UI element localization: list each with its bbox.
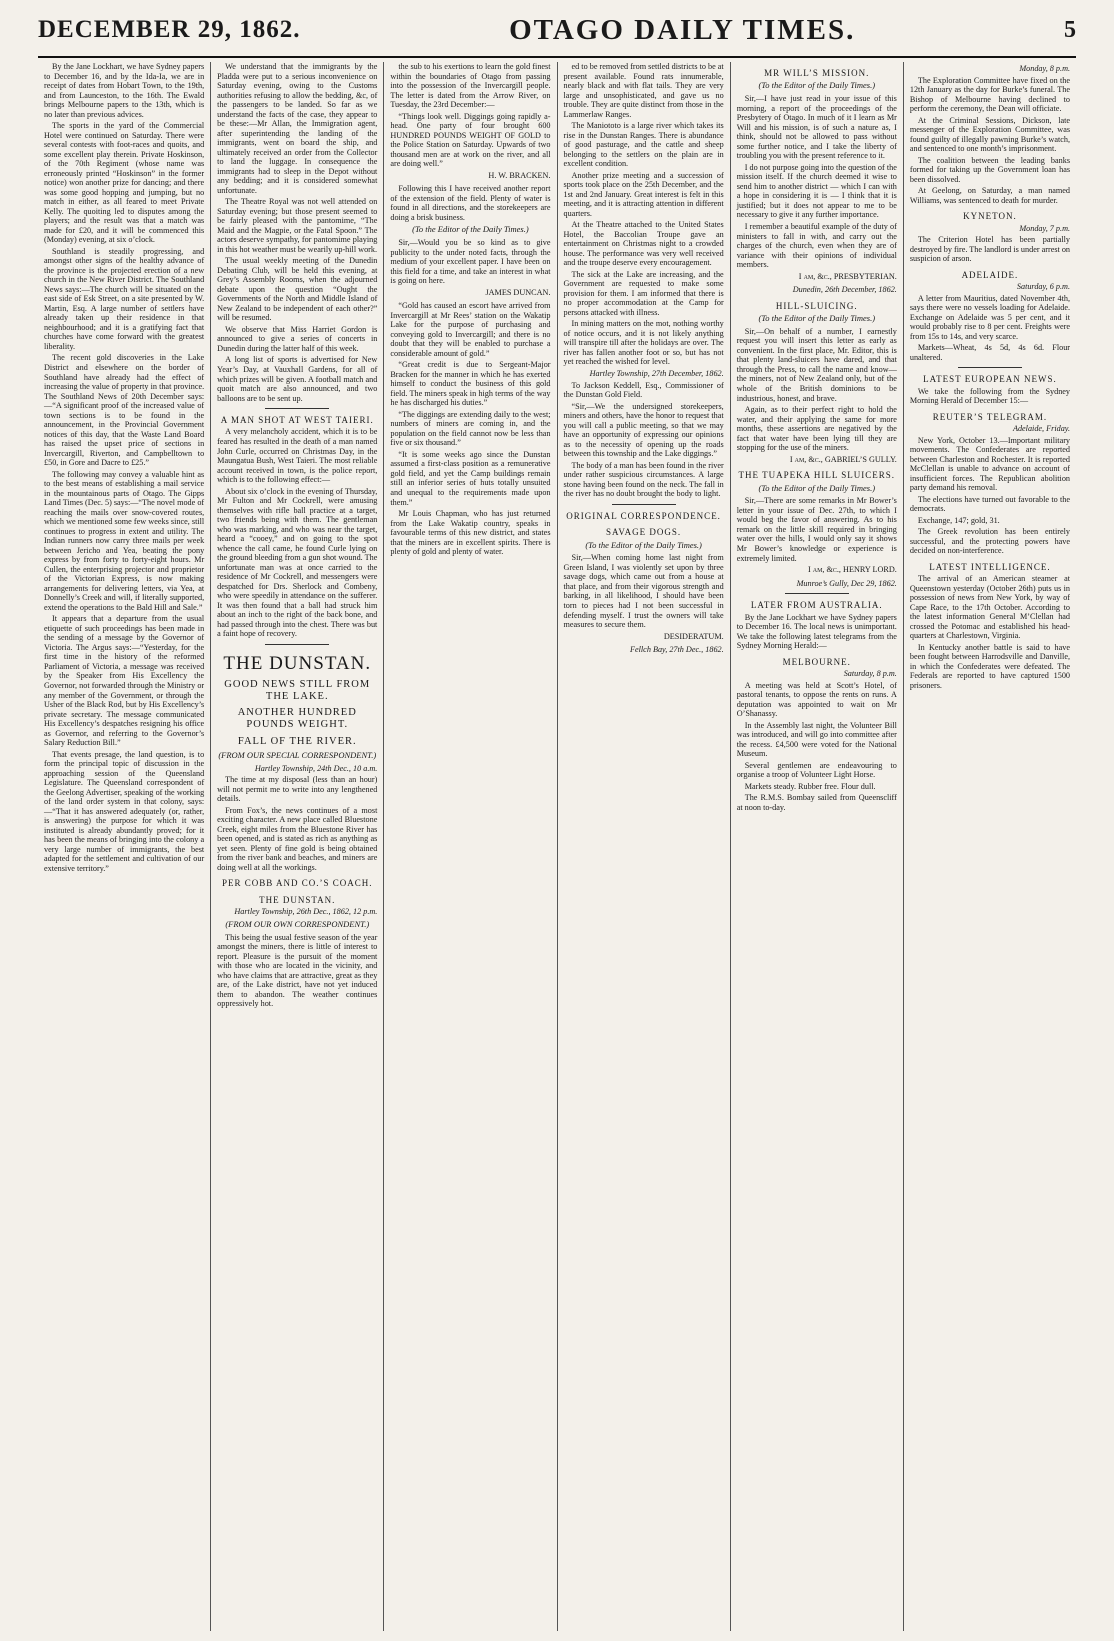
paragraph: By the Jane Lockhart, we have Sydney papers to December 16, and by the Ida-Ia, we are in receipt of dates from Hobart Town, to the 19th, and from Launceston, to the 16th. The Ewald brings Melbourne papers to the 13th, which is no later than previous advices. — [44, 62, 205, 119]
columns — [38, 62, 1076, 1631]
dateline: Fellch Bay, 27th Dec., 1862. — [630, 645, 724, 655]
headline-savage-dogs: SAVAGE DOGS. — [606, 527, 682, 538]
dateline: Hartley Township, 24th Dec., 10 a.m. — [254, 763, 378, 773]
headline-original-correspondence: ORIGINAL CORRESPONDENCE. — [566, 510, 721, 521]
subheadline-good-news: GOOD NEWS STILL FROM THE LAKE. — [224, 678, 371, 703]
correspondent-credit: (FROM OUR SPECIAL CORRESPONDENT.) — [218, 749, 377, 760]
headline-dunstan: THE DUNSTAN. — [223, 652, 372, 674]
masthead — [38, 4, 1076, 58]
paragraph: At Geelong, on Saturday, a man named Williams, was sentenced to death for murder. — [909, 186, 1071, 205]
paragraph: The usual weekly meeting of the Dunedin Debating Club, will be held this evening, at Grey’s Assembly Rooms, when the adjourned debate upon the question “Ought the Governments of the North and Middle Island of New Zealand to be independent of each other?” will be resumed. — [217, 256, 378, 323]
paragraph: That events presage, the land question, is to form the principal topic of discussion in the approaching session of the Queensland Legislature. The Queensland correspondent of the Geelong Advertiser, speaking of the working of the land order system in that colony, says:—“That it has answered adequately (or, rather, is answering) the purpose for which it was instituted is already abundantly proved; for it has been the means of bringing into the colony a very large number of immigrants, the best adapted for the settlement and cultivation of our extensive territory.” — [44, 749, 205, 873]
paragraph: A very melancholy accident, which it is to be feared has resulted in the death of a man named John Curle, occurred on Christmas Day, in the Maungatua Bush, West Taieri. The most reliable account received in town, is the police report, which is to the following effect:— — [217, 427, 378, 485]
column-3 — [383, 62, 556, 1631]
headline-mr-wills-mission: MR WILL’S MISSION. — [764, 68, 870, 78]
paragraph: The coalition between the leading banks formed for taking up the Government loan has been dissolved. — [909, 155, 1071, 184]
correspondent-credit: (FROM OUR OWN CORRESPONDENT.) — [225, 918, 370, 929]
paragraph: At the Theatre attached to the United States Hotel, the Baccolian Troupe gave an entertainment on Christmas night to a crowded house. The performance was very well received and the troupe deserve every encouragement. — [563, 220, 724, 268]
paragraph: Sir,—There are some remarks in Mr Bower’s letter in your issue of Dec. 27th, to which I would beg the favor of answering. As to his remark on the little skill required in bringing water over the hills, I would only say it shows Mr Bower’s knowledge or experience is extremely limited. — [736, 496, 897, 563]
column-4 — [557, 62, 730, 1631]
page-number: 5 — [1063, 16, 1076, 43]
headline-reuters: REUTER’S TELEGRAM. — [932, 411, 1048, 422]
editor-line: (To the Editor of the Daily Times.) — [758, 80, 876, 91]
paragraph: We understand that the immigrants by the Pladda were put to a serious inconvenience on Saturday evening, owing to the Customs authorities refusing to allow the bedding, &c, of the passengers to be landed. So far as we understand the facts of the case, they appear to be these:—Mr Allan, the Immigration agent, after superintending the landing of the immigrants, went on board the ship, and ultimately received an order from the Collector to land the luggage. In consequence the immigrants had to sleep in the Depot without any bedding; and it is considered somewhat unfortunate. — [217, 62, 378, 195]
paragraph: At the Criminal Sessions, Dickson, late messenger of the Exploration Committee, was found guilty of illegally pawning Burke’s watch, and sentenced to one month’s imprisonment. — [909, 115, 1071, 154]
paragraph: The Criterion Hotel has been partially destroyed by fire. The landlord is under arrest on suspicion of arson. — [909, 235, 1071, 264]
paragraph: Sir,—On behalf of a number, I earnestly request you will insert this letter as early as convenient. In the first place, Mr. Editor, this is that plenty land-sluicers have dared, and that through the Press, to call the name and know—the miners, not of New Zealand only, but of the whole of the British dominions to be industrious, honest, and brave. — [736, 326, 897, 403]
headline-melbourne: MELBOURNE. — [782, 656, 851, 667]
divider — [612, 504, 676, 505]
paragraph: Mr Louis Chapman, who has just returned from the Lake Wakatip country, speaks in favourable terms of this new district, and states that the miners are in excellent spirits. There is plenty of gold and plenty of water. — [390, 509, 551, 557]
paragraph: A letter from Mauritius, dated November 4th, says there were no vessels loading for Adelaide. Exchange on Adelaide was 5 per cent, and it would probably rise to 8 per cent. Freights were from 15s to 14s, and very scarce. — [909, 293, 1071, 341]
dateline: Dunedin, 26th December, 1862. — [792, 285, 897, 295]
paragraph: About six o’clock in the evening of Thursday, Mr Fulton and Mr Cockrell, were amusing themselves with rifle ball practice at a target, two friends being with them. The gentleman who was marking, and who was near the target, heard a “cooey,” and on going to the spot whence the call came, he found Curle lying on the ground bleeding from a gun shot wound. The unfortunate man was at once carried to the residence of Mr Cockrell, and messengers were despatched for Drs. Sherlock and Combeny, who were speedily in attendance on the sufferer. It was then found that a ball had struck him about an inch to the right of the back bone, and had passed through into the chest. There was but a faint hope of recovery. — [217, 486, 378, 639]
paragraph: We observe that Miss Harriet Gordon is announced to give a series of concerts in Dunedin during the latter half of this week. — [217, 324, 378, 353]
headline-latest-intelligence: LATEST INTELLIGENCE. — [929, 561, 1051, 572]
signature: I am, &c., PRESBYTERIAN. — [798, 271, 897, 281]
signature: DESIDERATUM. — [663, 631, 724, 641]
paragraph: The recent gold discoveries in the Lake District and elsewhere on the border of Southland have already had the effect of increasing the value of property in that province. The Southland News of 20th December says:—“A significant proof of the increased value of town sections is to be found in the announcement, in the Provincial Government notices of this day, that the Waste Land Board has raised the upset price of sections in Invercargill, Riverton, and Campbelltown to £50, in Gore and Dacre to £25.” — [44, 353, 205, 468]
column-6 — [903, 62, 1076, 1631]
paragraph: The Greek revolution has been entirely successful, and the protecting powers have decided on non-interference. — [909, 527, 1071, 556]
signature: I am, &c., GABRIEL’S GULLY. — [789, 454, 897, 464]
paragraph: It appears that a departure from the usual etiquette of such proceedings has been made in the sending of a message by the Governor of Victoria. The Argus says:—“Yesterday, for the first time in the history of the reformed Parliament of Victoria, a message was received by the Speaker from His Excellency the Governor, not forwarded through the Ministry or any member of the Government, or through the Usher of the Black Rod, but by His Excellency’s private secretary. The message communicated His Excellency’s despatches resigning his office as Governor, and referring to the Governor’s Salary Reduction Bill.” — [44, 614, 205, 748]
editor-line: (To the Editor of the Daily Times.) — [758, 482, 876, 493]
headline-man-shot: A MAN SHOT AT WEST TAIERI. — [220, 415, 374, 426]
divider — [265, 644, 329, 645]
dateline: Hartley Township, 26th Dec., 1862, 12 p.m. — [234, 907, 378, 917]
paragraph: Exchange, 147; gold, 31. — [917, 515, 1000, 525]
editor-line: (To the Editor of the Daily Times.) — [758, 313, 876, 324]
paragraph: ed to be removed from settled districts to be at present available. Found rats innumerable, nearly black and with flat tails. They are very large and unsophisticated, and gave us no trouble. They are quite distinct from those in the Lammerlaw Ranges. — [563, 62, 724, 119]
dateline: Saturday, 8 p.m. — [843, 669, 897, 678]
paragraph: The body of a man has been found in the river under rather suspicious circumstances. A large stone having been found on the neck. The fall in the river has no doubt brought the body to light. — [563, 460, 724, 499]
paragraph: The sick at the Lake are increasing, and the Government are requested to make some provision for them. I am informed that there is no proper accommodation at the Camp for persons attacked with illness. — [563, 269, 724, 317]
headline-dunstan-2: THE DUNSTAN. — [259, 894, 336, 905]
paragraph: In Kentucky another battle is said to have been fought between Harrodsville and Danville, in which the Confederates were defeated. The Federals are reported to have captured 1500 prisoners. — [909, 642, 1071, 690]
paragraph: Sir,—I have just read in your issue of this morning, a report of the proceedings of the Presbytery of Otago. In much of it I learn as Mr Will and his mission, is of such a nature as, I think, should not be allowed to pass without some further notice, and I take the liberty of troubling you with the present reference to it. — [736, 94, 897, 161]
paragraph: The Exploration Committee have fixed on the 12th January as the day for Burke’s funeral. The Bishop of Melbourne having declined to perform the ceremony, the Dean will officiate. — [909, 75, 1071, 114]
newspaper-title: OTAGO DAILY TIMES. — [509, 13, 856, 46]
headline-kyneton: KYNETON. — [963, 211, 1017, 222]
editor-line: (To the Editor of the Daily Times.) — [585, 539, 702, 550]
paragraph: I remember a beautiful example of the duty of ministers to fall in with, and carry out the charges of the church, even when they are of variance with their opinions of individual members. — [736, 222, 897, 270]
issue-date: DECEMBER 29, 1862. — [38, 16, 301, 43]
paragraph: Several gentlemen are endeavouring to organise a troop of Volunteer Light Horse. — [736, 760, 897, 780]
paragraph: “Things look well. Diggings going rapidly a-head. One party of four brought 600 HUNDRED POUNDS WEIGHT OF GOLD to the Police Station on Saturday. Upwards of two thousand men are at work on the river, and all are doing well.” — [390, 111, 551, 169]
paragraph: Markets—Wheat, 4s 5d, 4s 6d. Flour unaltered. — [909, 343, 1071, 362]
headline-later-australia: LATER FROM AUSTRALIA. — [750, 600, 883, 611]
paragraph: We take the following from the Sydney Morning Herald of December 15:— — [909, 386, 1071, 406]
signature: H. W. BRACKEN. — [488, 170, 551, 180]
paragraph: The R.M.S. Bombay sailed from Queenscliff at noon to-day. — [736, 793, 897, 812]
paragraph: “It is some weeks ago since the Dunstan assumed a first-class position as a remunerative gold field, and yet the Camp buildings remain still an inferior series of huts totally unsuited and unequal to the requirements made upon them.” — [390, 449, 551, 507]
paragraph: Following this I have received another report of the extension of the field. Plenty of water is found in all directions, and the storekeepers are doing a brisk business. — [390, 184, 551, 222]
subheadline-fall-of-river: FALL OF THE RIVER. — [237, 735, 357, 747]
divider — [265, 408, 329, 409]
paragraph: “The diggings are extending daily to the west; numbers of miners are coming in, and the population on the field cannot now be less than five or six thousand.” — [390, 409, 551, 448]
headline-hill-sluicing: HILL-SLUICING. — [775, 300, 858, 311]
paragraph: A meeting was held at Scott’s Hotel, of pastoral tenants, to oppose the rents on runs. A deputation was appointed to wait on Mr O’Shanassy. — [736, 680, 897, 719]
paragraph: From Fox’s, the news continues of a most exciting character. A new place called Bluestone Creek, eight miles from the Bluestone River has been opened, and is stated as rich as anything as yet seen. Plenty of fine gold is being obtained from the river bank and beaches, and miners are doing well at all the workings. — [217, 805, 378, 872]
paragraph: I do not purpose going into the question of the mission itself. If the church deemed it wise to send him to another district — which I can with a hope in considering it is — I think that it is justified; but it does not appear to me to be necessary to give it any further importance. — [736, 162, 897, 220]
paragraph: Sir,—When coming home last night from Green Island, I was violently set upon by three savage dogs, which came out from a house at that place, and from their vigorous strength and barking, in all likelihood, I should have been torn to pieces had I not been successful in defending myself. I trust the owners will take measures to secure them. — [563, 553, 724, 630]
paragraph: “Great credit is due to Sergeant-Major Bracken for the manner in which he has exerted himself to conduct the business of this gold field. The miners speak in high terms of the way he has discharged his duties.” — [390, 360, 551, 408]
headline-tuapeka-sluicers: THE TUAPEKA HILL SLUICERS. — [738, 470, 896, 481]
dateline: Saturday, 6 p.m. — [1016, 282, 1071, 292]
paragraph: The time at my disposal (less than an hour) will not permit me to write into any lengthened details. — [217, 775, 378, 804]
editor-line: (To the Editor of the Daily Times.) — [412, 224, 529, 235]
signature: JAMES DUNCAN. — [485, 287, 551, 297]
paragraph: Southland is steadily progressing, and amongst other signs of the healthy advance of the province is the projected erection of a new church in the New River District. The Southland News says:—The church will be situated on the east side of Esk Street, on a site presented by W. Martin, Esq. A large number of settlers have already taken up their residence in that neighbourhood; and it is a gratifying fact that churches have come forward with the greatest liberality. — [44, 246, 205, 351]
paragraph: Markets steady. Rubber free. Flour dull. — [744, 781, 876, 791]
dateline: Monday, 8 p.m. — [1019, 64, 1071, 73]
headline-cobb-coach: PER COBB AND CO.’S COACH. — [221, 878, 373, 889]
paragraph: Sir,—Would you be so kind as to give publicity to the under noted facts, through the medium of your excellent paper. I have been on this field for a time, and take an interest in what is going on here. — [390, 238, 551, 286]
paragraph: In mining matters on the mot, nothing worthy of notice occurs, and it is not likely anything will transpire till after the holidays are over. The river has fallen another foot or so, but has not yet reached the wished for level. — [563, 319, 724, 367]
paragraph: New York, October 13.—Important military movements. The Confederates are reported between Charleston and Rochester. It is reported McClellan is unable to advance on account of insufficient forces. The Republican abolition party demand his removal. — [909, 435, 1071, 493]
dateline: Hartley Township, 27th December, 1862. — [589, 368, 724, 378]
paragraph: Another prize meeting and a succession of sports took place on the 25th December, and the 1st and 2nd January. Great interest is felt in this meeting, and it is attracting attention in different quarters. — [563, 170, 724, 218]
column-5 — [730, 62, 903, 1631]
paragraph: The following may convey a valuable hint as to the best means of establishing a mail service in the mountainous parts of Otago. The Gipps Land Times (Dec. 5) says:—“The novel mode of reaching the mails over snow-covered routes, which we mentioned some few weeks since, still continues to progress in extent and utility. The Indian runners now carry three mails per week between Jericho and Yea, beating the pony express by from forty to forty-eight hours. Mr Cullen, the enterprising projector and proprietor of the Victorian Express, is now making arrangements for delivering letters, via Yea, at Donnelly’s Creek and will, if literally supported, extend the operations to the Bald Hill and Sale.” — [44, 469, 205, 612]
signature: I am, &c., HENRY LORD. — [807, 565, 897, 575]
dateline: Adelaide, Friday. — [1012, 424, 1071, 434]
dateline: Munroe’s Gully, Dec 29, 1862. — [796, 578, 897, 588]
subheadline-another-hundred: ANOTHER HUNDRED POUNDS WEIGHT. — [237, 707, 357, 731]
paragraph: the sub to his exertions to learn the gold finest within the boundaries of Otago from passing into the possession of the Invercargill people. The letter is dated from the Arrow River, on Tuesday, the 23rd December:— — [390, 62, 551, 110]
paragraph: The sports in the yard of the Commercial Hotel were continued on Saturday. There were several contests with foot-races and quoits, and some excellent play therein. Private Hoskinson, of the 70th Regiment (whose name was erroneously printed “Hoskinson” in the former notice) won another prize for dancing; and there was some good hopping and jumping, but no match in either, as all feared to meet Private Kelly. The quoiting led to disputes among the players; and the result was that a match was made for £20, and it will be commenced this (Monday) evening, at six o’clock. — [44, 121, 205, 245]
paragraph: By the Jane Lockhart we have Sydney papers to December 16. The local news is unimportant. We take the following latest telegrams from the Sydney Morning Herald:— — [736, 612, 897, 651]
divider — [958, 367, 1022, 368]
headline-adelaide: ADELAIDE. — [961, 269, 1019, 280]
headline-european-news: LATEST EUROPEAN NEWS. — [923, 374, 1057, 385]
column-2 — [210, 62, 383, 1631]
paragraph: “Sir,—We the undersigned storekeepers, miners and others, have the honor to request that you will call a public meeting, so that we may have an opportunity of expressing our opinions as to the necessity of opening up the roads between this township and the Lake diggings.” — [563, 401, 724, 459]
dateline: Monday, 7 p.m. — [1019, 223, 1071, 233]
divider — [785, 593, 849, 594]
paragraph: The arrival of an American steamer at Queenstown yesterday (October 26th) puts us in possession of news from New York, by way of Cape Race, to the 17th October. According to the latest information General M’Clellan had crossed the Potomac and established his head-quarters at Charlestown, Virginia. — [909, 574, 1071, 641]
paragraph: The elections have turned out favorable to the democrats. — [909, 494, 1071, 514]
paragraph: This being the usual festive season of the year amongst the miners, there is little of interest to report. Pleasure is the pursuit of the moment with those who are located in the vicinity, and who have claims that are attractive, great as they are, of the Lake district, have not yet induced them to abandon. The weather continues oppressively hot. — [217, 932, 378, 1009]
paragraph: “Gold has caused an escort have arrived from Invercargill at Mr Rees’ station on the Wakatip Lake for the purpose of purchasing and conveying gold to Invercargill; and there is no doubt that they will be enabled to purchase a considerable amount of gold.” — [390, 301, 551, 358]
paragraph: The Theatre Royal was not well attended on Saturday evening; but those present seemed to be fairly pleased with the pantomime, “The Maid and the Magpie, or the Fatal Spoon.” The actors deserve sympathy, for pantomime playing in this hot weather must be wearily up-hill work. — [217, 197, 378, 254]
paragraph: To Jackson Keddell, Esq., Commissioner of the Dunstan Gold Field. — [563, 380, 724, 400]
column-1 — [38, 62, 210, 1631]
paragraph: In the Assembly last night, the Volunteer Bill was introduced, and will go into committee after the recess. £4,500 were voted for the National Museum. — [736, 720, 897, 759]
paragraph: The Maniototo is a large river which takes its rise in the Dunstan Ranges. There is abundance of good pasturage, and the cattle and sheep belonging to the settlers on the plain are in excellent condition. — [563, 121, 724, 169]
paragraph: A long list of sports is advertised for New Year’s Day, at Vauxhall Gardens, for all of which prizes will be given. A football match and quoit match are also announced, and two balloons are to be sent up. — [217, 355, 378, 403]
paragraph: Again, as to their perfect right to hold the water, and their applying the same for more months, these assertions are negatived by the fact that water have been lying till they are stopping for the use of the miners. — [736, 405, 897, 453]
